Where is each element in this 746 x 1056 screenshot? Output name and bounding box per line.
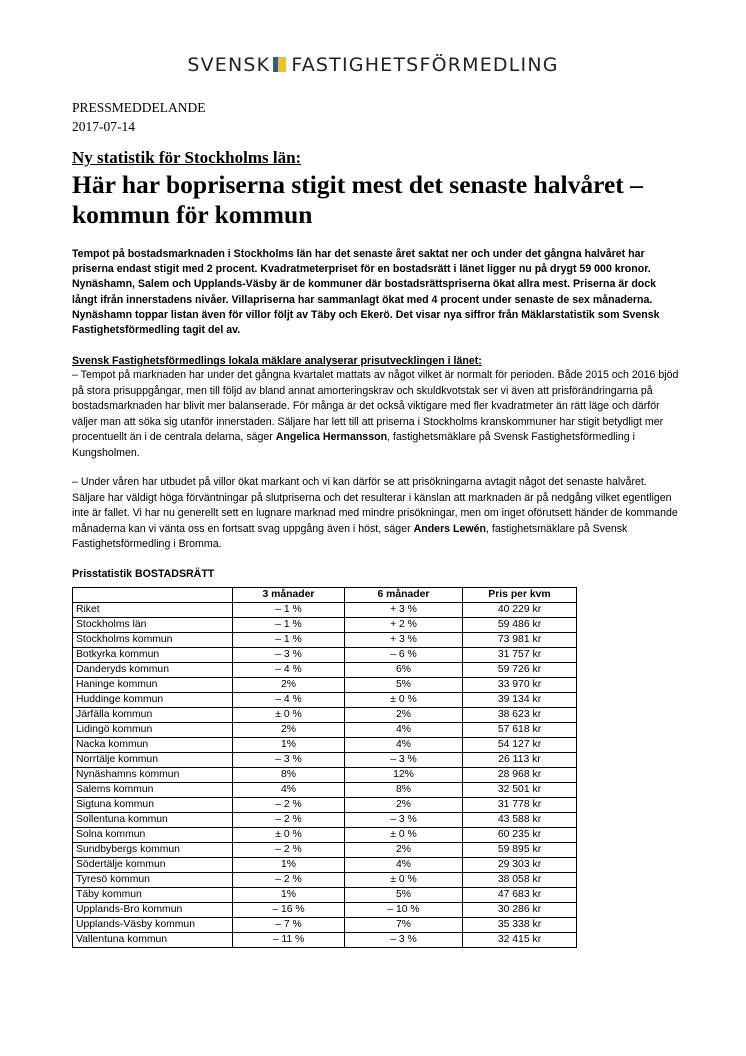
- row-value: 60 235 kr: [463, 828, 577, 843]
- row-value: 73 981 kr: [463, 633, 577, 648]
- row-value: – 2 %: [233, 873, 345, 888]
- row-label: Tyresö kommun: [73, 873, 233, 888]
- row-label: Sollentuna kommun: [73, 813, 233, 828]
- row-value: 38 058 kr: [463, 873, 577, 888]
- row-label: Järfälla kommun: [73, 708, 233, 723]
- header-cell: 3 månader: [233, 588, 345, 603]
- row-value: 31 757 kr: [463, 648, 577, 663]
- swedish-flag-icon: [273, 55, 286, 70]
- table-row: [73, 798, 577, 813]
- row-value: 2%: [345, 798, 463, 813]
- quote-paragraph-2: [72, 475, 682, 553]
- row-value: 40 229 kr: [463, 603, 577, 618]
- table-row: [73, 783, 577, 798]
- table-body: [73, 603, 577, 948]
- row-value: – 3 %: [345, 753, 463, 768]
- row-value: – 4 %: [233, 663, 345, 678]
- row-label: Botkyrka kommun: [73, 648, 233, 663]
- row-label: Vallentuna kommun: [73, 933, 233, 948]
- table-row: [73, 828, 577, 843]
- quote-tail: , fastighetsmäklare på Svensk Fastighetsförmedling i Kungsholmen.: [72, 431, 635, 459]
- row-value: 2%: [233, 678, 345, 693]
- press-label: PRESSMEDDELANDE: [72, 100, 206, 115]
- quote-tail: , fastighetsmäklare på Svensk Fastighetsförmedling i Bromma.: [72, 522, 628, 550]
- row-value: 39 134 kr: [463, 693, 577, 708]
- lead-paragraph: Tempot på bostadsmarknaden i Stockholms län har det senaste året saktat ner och under det gångna halvåret har priserna endast stigit med 2 procent. Kvadratmeterpriset för en bostadsrätt i länet ligger nu på drygt 59 000 kronor. Nynäshamn, Salem och Upplands-Väsby är de kommuner där bostadsrättspriserna ökat allra mest. Priserna är dock långt ifrån innerstadens nivåer. Villapriserna har sammanlagt ökat med 4 procent under senaste de sex månaderna. Nynäshamn toppar listan även för villor följt av Täby och Ekerö. Det visar nya siffror från Mäklarstatistik som Svensk Fastighetsförmedling tagit del av.: [72, 248, 660, 337]
- row-value: – 2 %: [233, 798, 345, 813]
- press-info: [72, 98, 206, 136]
- row-value: 30 286 kr: [463, 903, 577, 918]
- row-value: 1%: [233, 738, 345, 753]
- row-value: 4%: [345, 723, 463, 738]
- press-date: 2017-07-14: [72, 119, 135, 134]
- row-label: Lidingö kommun: [73, 723, 233, 738]
- row-label: Haninge kommun: [73, 678, 233, 693]
- row-value: 33 970 kr: [463, 678, 577, 693]
- row-value: 43 588 kr: [463, 813, 577, 828]
- quote-text: – Tempot på marknaden har under det gångna kvartalet mattats av något vilket är normalt för perioden. Både 2015 och 2016 bjöd på stora prisuppgångar, men till följd av bland annat amorteringskrav och skuldkvotstak ser vi även att prisförändringarna på bostadsmarknaden har blivit mer balanserade. För många är det också viktigare med fler kvadratmeter än rätt läge och därför väljer man att söka sig utanför innerstaden. Säljare har lett till att priserna i Stockholms kranskommuner har stigit betydligt mer procentuellt än i de centrala delarna, säger: [72, 369, 679, 443]
- row-value: – 6 %: [345, 648, 463, 663]
- row-value: + 2 %: [345, 618, 463, 633]
- subheading: Svensk Fastighetsförmedlings lokala mäklare analyserar prisutvecklingen i länet:: [72, 355, 482, 367]
- row-label: Sundbybergs kommun: [73, 843, 233, 858]
- row-label: Riket: [73, 603, 233, 618]
- row-value: 7%: [345, 918, 463, 933]
- row-value: 8%: [345, 783, 463, 798]
- row-label: Solna kommun: [73, 828, 233, 843]
- header-cell: 6 månader: [345, 588, 463, 603]
- row-value: 31 778 kr: [463, 798, 577, 813]
- kicker: Ny statistik för Stockholms län:: [72, 148, 302, 167]
- row-value: ± 0 %: [345, 693, 463, 708]
- row-value: 26 113 kr: [463, 753, 577, 768]
- table-row: [73, 813, 577, 828]
- table-row: [73, 888, 577, 903]
- table-row: [73, 633, 577, 648]
- quote-person: Anders Lewén: [413, 522, 486, 535]
- row-label: Upplands-Bro kommun: [73, 903, 233, 918]
- row-value: – 3 %: [233, 753, 345, 768]
- table-row: [73, 873, 577, 888]
- table-row: [73, 693, 577, 708]
- row-value: – 3 %: [233, 648, 345, 663]
- row-value: 32 501 kr: [463, 783, 577, 798]
- row-value: 5%: [345, 678, 463, 693]
- row-value: ± 0 %: [345, 828, 463, 843]
- row-value: + 3 %: [345, 603, 463, 618]
- row-value: 1%: [233, 858, 345, 873]
- table-row: [73, 603, 577, 618]
- table-header-row: [73, 588, 577, 603]
- logo-text-right: FASTIGHETSFÖRMEDLING: [291, 54, 559, 76]
- table-row: [73, 753, 577, 768]
- row-value: 59 486 kr: [463, 618, 577, 633]
- table-row: [73, 933, 577, 948]
- table-row: [73, 708, 577, 723]
- row-label: Södertälje kommun: [73, 858, 233, 873]
- row-value: 8%: [233, 768, 345, 783]
- row-value: 4%: [345, 858, 463, 873]
- row-value: 4%: [345, 738, 463, 753]
- table-row: [73, 918, 577, 933]
- quote-text: – Under våren har utbudet på villor ökat markant och vi kan därför se att prisökningarna avtagit något det senaste halvåret. Säljare har väldigt höga förväntningar på slutpriserna och det resulterar i känslan att marknaden är på nedgång vilket egentligen inte är fallet. Vi har nu generellt sett en lugnare marknad med mindre prisökningar, men om inget oförutsett händer de kommande månaderna kan vi vänta oss en fortsatt svag uppgång även i höst, säger: [72, 476, 678, 535]
- row-value: 2%: [345, 843, 463, 858]
- row-value: 29 303 kr: [463, 858, 577, 873]
- table-row: [73, 903, 577, 918]
- header-cell: Pris per kvm: [463, 588, 577, 603]
- row-value: 12%: [345, 768, 463, 783]
- table-row: [73, 858, 577, 873]
- row-value: – 2 %: [233, 813, 345, 828]
- row-label: Stockholms kommun: [73, 633, 233, 648]
- row-value: ± 0 %: [233, 828, 345, 843]
- row-value: 28 968 kr: [463, 768, 577, 783]
- row-value: 59 726 kr: [463, 663, 577, 678]
- row-value: 57 618 kr: [463, 723, 577, 738]
- row-label: Täby kommun: [73, 888, 233, 903]
- row-label: Sigtuna kommun: [73, 798, 233, 813]
- row-value: 32 415 kr: [463, 933, 577, 948]
- row-label: Stockholms län: [73, 618, 233, 633]
- headline: Här har bopriserna stigit mest det senaste halvåret – kommun för kommun: [72, 170, 643, 229]
- row-value: – 11 %: [233, 933, 345, 948]
- row-value: – 10 %: [345, 903, 463, 918]
- row-label: Nynäshamns kommun: [73, 768, 233, 783]
- row-label: Huddinge kommun: [73, 693, 233, 708]
- row-value: 54 127 kr: [463, 738, 577, 753]
- row-value: – 3 %: [345, 813, 463, 828]
- row-value: – 1 %: [233, 633, 345, 648]
- company-logo: [0, 54, 746, 76]
- price-statistics-table: [72, 587, 577, 948]
- row-label: Upplands-Väsby kommun: [73, 918, 233, 933]
- row-value: 6%: [345, 663, 463, 678]
- row-value: – 1 %: [233, 603, 345, 618]
- row-value: + 3 %: [345, 633, 463, 648]
- row-value: 4%: [233, 783, 345, 798]
- row-value: 5%: [345, 888, 463, 903]
- row-value: 1%: [233, 888, 345, 903]
- row-value: – 7 %: [233, 918, 345, 933]
- row-value: ± 0 %: [233, 708, 345, 723]
- table-row: [73, 843, 577, 858]
- row-value: 59 895 kr: [463, 843, 577, 858]
- row-value: 35 338 kr: [463, 918, 577, 933]
- table-title: Prisstatistik BOSTADSRÄTT: [72, 568, 215, 580]
- row-label: Salems kommun: [73, 783, 233, 798]
- row-value: – 3 %: [345, 933, 463, 948]
- row-value: – 4 %: [233, 693, 345, 708]
- row-label: Nacka kommun: [73, 738, 233, 753]
- row-value: 38 623 kr: [463, 708, 577, 723]
- table-row: [73, 723, 577, 738]
- table-row: [73, 663, 577, 678]
- row-value: – 16 %: [233, 903, 345, 918]
- row-value: 2%: [233, 723, 345, 738]
- logo-text-left: SVENSK: [187, 54, 271, 76]
- row-label: Norrtälje kommun: [73, 753, 233, 768]
- quote-paragraph-1: [72, 368, 682, 461]
- row-value: – 2 %: [233, 843, 345, 858]
- table-row: [73, 648, 577, 663]
- table-row: [73, 768, 577, 783]
- table-row: [73, 678, 577, 693]
- header-cell: [73, 588, 233, 603]
- row-value: ± 0 %: [345, 873, 463, 888]
- table-row: [73, 618, 577, 633]
- table-row: [73, 738, 577, 753]
- row-value: 2%: [345, 708, 463, 723]
- row-label: Danderyds kommun: [73, 663, 233, 678]
- quote-person: Angelica Hermansson: [275, 431, 388, 443]
- row-value: – 1 %: [233, 618, 345, 633]
- row-value: 47 683 kr: [463, 888, 577, 903]
